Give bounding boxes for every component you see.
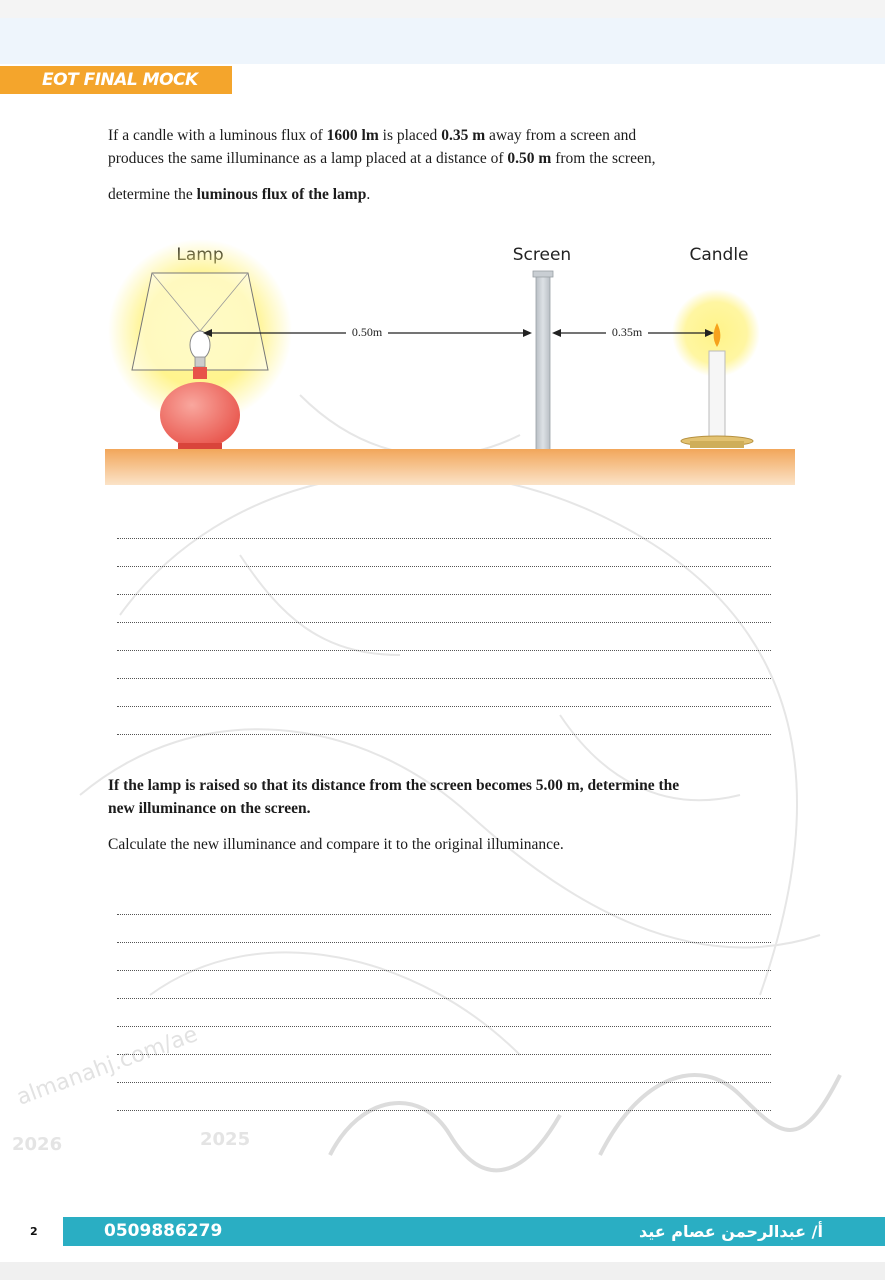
candle-distance-label: 0.35m (611, 325, 643, 339)
top-margin-band (0, 0, 885, 18)
candle-body (709, 351, 725, 439)
footer-phone: 0509886279 (104, 1221, 223, 1241)
answer-line (117, 1054, 771, 1055)
candle-label: Candle (689, 245, 749, 265)
answer-line (117, 706, 771, 707)
answer-line (117, 914, 771, 915)
question1-line2: produces the same illuminance as a lamp placed at a distance of 0.50 m from the screen, (108, 150, 656, 167)
lamp-distance-label: 0.50m (351, 325, 383, 339)
exam-title-tab: EOT FINAL MOCK EXAM (0, 66, 232, 94)
answer-line (117, 622, 771, 623)
answer-line (117, 1026, 771, 1027)
footer-teacher-name: أ/ عبدالرحمن عصام عيد (639, 1222, 823, 1241)
question1-line1: If a candle with a luminous flux of 1600 lm is placed 0.35 m away from a screen and (108, 127, 637, 144)
answer-line (117, 566, 771, 567)
lamp-screen-candle-diagram (100, 235, 800, 490)
bottom-margin-band (0, 1262, 885, 1280)
answer-line (117, 650, 771, 651)
question1-line3: determine the luminous flux of the lamp. (108, 186, 371, 203)
answer-line (117, 998, 771, 999)
question2-instruction: Calculate the new illuminance and compare it to the original illuminance. (108, 836, 564, 853)
answer-lines-q1 (117, 538, 771, 735)
header-band (0, 18, 885, 64)
screen-stand (536, 275, 550, 450)
watermark-year-2025: 2025 (200, 1129, 251, 1150)
question2-line1: If the lamp is raised so that its distance from the screen becomes 5.00 m, determine the (108, 777, 680, 794)
table-surface (105, 449, 795, 485)
lamp-base (160, 382, 240, 448)
answer-line (117, 1110, 771, 1111)
lamp-bulb (190, 331, 210, 359)
answer-line (117, 1082, 771, 1083)
answer-line (117, 970, 771, 971)
watermark-site: almanahj.com/ae (13, 1022, 201, 1111)
question2-line2: new illuminance on the screen. (108, 800, 311, 817)
answer-line (117, 734, 771, 735)
answer-lines-q2 (117, 914, 771, 1111)
answer-line (117, 942, 771, 943)
watermark-year-2026: 2026 (12, 1134, 63, 1155)
answer-line (117, 678, 771, 679)
screen-label: Screen (512, 245, 572, 265)
page-number: 2 (30, 1225, 38, 1238)
answer-line (117, 594, 771, 595)
answer-line (117, 538, 771, 539)
